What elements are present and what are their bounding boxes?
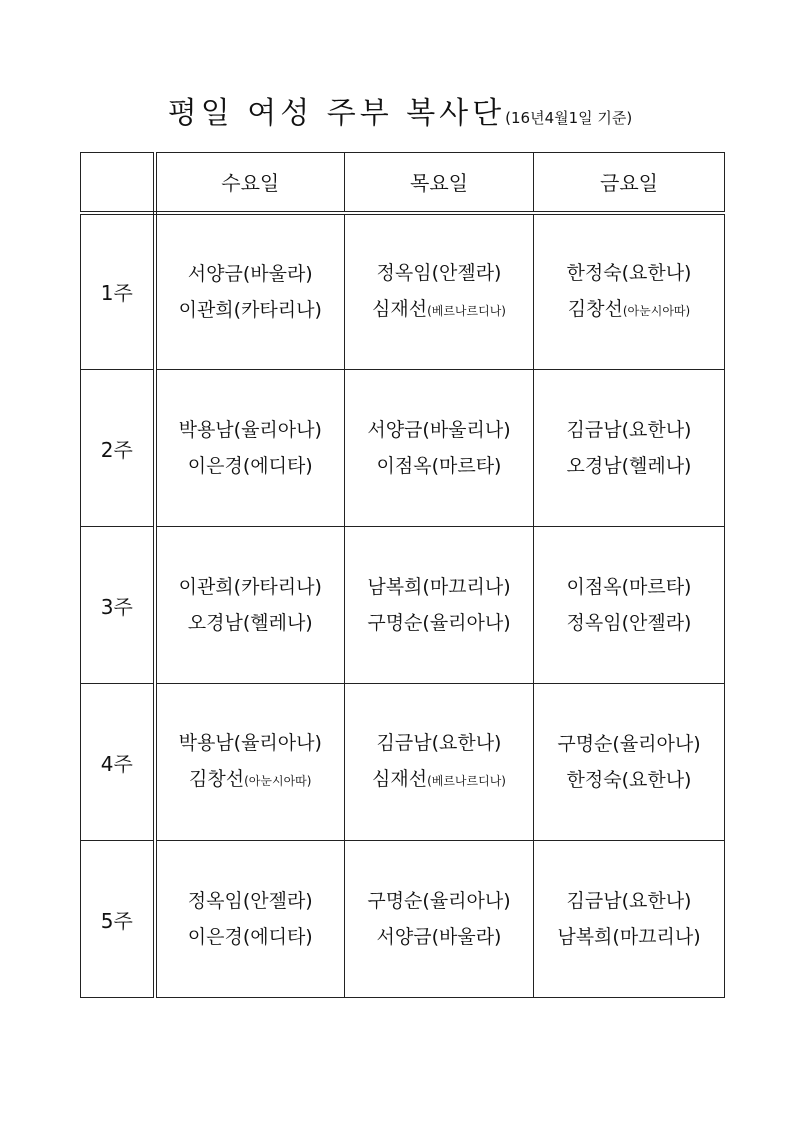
- roster-cell-friday: [534, 370, 725, 527]
- server-entry: [345, 569, 533, 605]
- baptismal-name: (헬레나): [621, 455, 692, 477]
- server-list: [534, 569, 724, 641]
- roster-cell-thursday: [345, 213, 534, 370]
- baptismal-name: (율리아나): [233, 419, 322, 441]
- roster-cell-thursday: [345, 527, 534, 684]
- day-header-thursday: 목요일: [345, 153, 534, 213]
- server-entry: [157, 412, 345, 448]
- roster-cell-friday: [534, 841, 725, 998]
- week-label: 3주: [81, 527, 155, 684]
- server-list: [157, 883, 345, 955]
- baptismal-name: (카타리나): [233, 576, 322, 598]
- server-entry: [345, 725, 533, 761]
- server-entry: [534, 291, 724, 329]
- server-entry: [345, 919, 533, 955]
- week-label: 4주: [81, 684, 155, 841]
- title-date-note: (16년4월1일 기준): [505, 109, 633, 127]
- server-entry: [157, 292, 345, 328]
- week-row: [81, 841, 725, 998]
- server-entry: [345, 605, 533, 641]
- server-entry: [534, 569, 724, 605]
- server-entry: [534, 762, 724, 798]
- day-header-friday: 금요일: [534, 153, 725, 213]
- roster-table: [80, 152, 725, 998]
- server-list: [345, 255, 533, 329]
- baptismal-name: (에디타): [242, 455, 313, 477]
- header-row: [81, 153, 725, 213]
- roster-cell-thursday: [345, 841, 534, 998]
- week-row: [81, 684, 725, 841]
- baptismal-name: (율리아나): [422, 612, 511, 634]
- baptismal-name: (헬레나): [242, 612, 313, 634]
- week-row: [81, 370, 725, 527]
- server-name: 김금남: [566, 419, 622, 441]
- server-entry: [157, 919, 345, 955]
- baptismal-name: (바울라): [431, 926, 502, 948]
- baptismal-name: (율리아나): [422, 890, 511, 912]
- server-name: 심재선: [372, 768, 428, 790]
- server-name: 남복희: [367, 576, 423, 598]
- server-name: 정옥임: [566, 612, 622, 634]
- roster-body: [81, 213, 725, 998]
- server-entry: [534, 919, 724, 955]
- baptismal-name: (카타리나): [233, 298, 322, 321]
- baptismal-name: (에디타): [242, 926, 313, 948]
- server-name: 남복희: [557, 926, 613, 948]
- server-entry: [157, 448, 345, 484]
- server-name: 한정숙: [566, 769, 622, 791]
- baptismal-name: (요한나): [621, 419, 692, 441]
- week-row: [81, 213, 725, 370]
- server-entry: [157, 605, 345, 641]
- server-name: 이은경: [187, 926, 243, 948]
- server-name: 이점옥: [376, 455, 432, 477]
- server-name: 박용남: [178, 419, 234, 441]
- baptismal-name: (마끄리나): [612, 926, 701, 948]
- week-row: [81, 527, 725, 684]
- server-entry: [157, 256, 345, 292]
- server-name: 구명순: [557, 733, 613, 755]
- baptismal-name: (요한나): [431, 732, 502, 754]
- server-name: 김금남: [376, 732, 432, 754]
- day-header-wednesday: 수요일: [155, 153, 345, 213]
- server-name: 이관희: [178, 298, 234, 321]
- baptismal-name: (안젤라): [242, 890, 313, 912]
- server-name: 오경남: [187, 612, 243, 634]
- roster-cell-friday: [534, 527, 725, 684]
- roster-cell-wednesday: [155, 370, 345, 527]
- server-name: 서양금: [187, 262, 243, 285]
- server-entry: [345, 761, 533, 799]
- document-title: [0, 88, 800, 132]
- server-list: [345, 412, 533, 484]
- server-entry: [345, 291, 533, 329]
- server-entry: [345, 448, 533, 484]
- week-label: 5주: [81, 841, 155, 998]
- server-name: 이은경: [187, 455, 243, 477]
- roster-cell-wednesday: [155, 684, 345, 841]
- server-list: [345, 725, 533, 799]
- baptismal-name: (아눈시아따): [244, 774, 312, 788]
- server-name: 심재선: [372, 297, 428, 320]
- baptismal-name: (바울라): [242, 262, 313, 285]
- server-name: 김금남: [566, 890, 622, 912]
- roster-cell-wednesday: [155, 527, 345, 684]
- baptismal-name: (마르타): [621, 576, 692, 598]
- baptismal-name: (율리아나): [612, 733, 701, 755]
- roster-cell-thursday: [345, 684, 534, 841]
- baptismal-name: (마끄리나): [422, 576, 511, 598]
- server-entry: [345, 412, 533, 448]
- server-list: [534, 412, 724, 484]
- server-entry: [345, 883, 533, 919]
- week-label: 2주: [81, 370, 155, 527]
- server-entry: [534, 255, 724, 291]
- baptismal-name: (안젤라): [431, 261, 502, 284]
- server-name: 이점옥: [566, 576, 622, 598]
- server-entry: [157, 883, 345, 919]
- server-list: [534, 255, 724, 329]
- week-label: 1주: [81, 213, 155, 370]
- baptismal-name: (안젤라): [621, 612, 692, 634]
- server-name: 서양금: [367, 419, 423, 441]
- roster-cell-thursday: [345, 370, 534, 527]
- server-name: 김창선: [189, 768, 245, 790]
- server-list: [534, 883, 724, 955]
- corner-cell: [81, 153, 155, 213]
- roster-cell-wednesday: [155, 841, 345, 998]
- server-list: [157, 725, 345, 799]
- baptismal-name: (요한나): [621, 769, 692, 791]
- server-entry: [534, 726, 724, 762]
- server-entry: [157, 569, 345, 605]
- server-name: 구명순: [367, 890, 423, 912]
- server-list: [534, 726, 724, 798]
- server-name: 이관희: [178, 576, 234, 598]
- baptismal-name: (마르타): [431, 455, 502, 477]
- server-entry: [345, 255, 533, 291]
- server-name: 김창선: [567, 297, 623, 320]
- server-list: [157, 412, 345, 484]
- server-list: [157, 256, 345, 328]
- server-entry: [157, 725, 345, 761]
- server-entry: [157, 761, 345, 799]
- server-list: [157, 569, 345, 641]
- baptismal-name: (요한나): [621, 261, 692, 284]
- roster-cell-friday: [534, 684, 725, 841]
- server-list: [345, 569, 533, 641]
- server-name: 서양금: [376, 926, 432, 948]
- server-entry: [534, 883, 724, 919]
- baptismal-name: (요한나): [621, 890, 692, 912]
- roster-cell-friday: [534, 213, 725, 370]
- server-entry: [534, 412, 724, 448]
- server-list: [345, 883, 533, 955]
- baptismal-name: (율리아나): [233, 732, 322, 754]
- server-name: 오경남: [566, 455, 622, 477]
- roster-cell-wednesday: [155, 213, 345, 370]
- baptismal-name: (베르나르디나): [427, 774, 506, 788]
- server-name: 구명순: [367, 612, 423, 634]
- baptismal-name: (바울리나): [422, 419, 511, 441]
- baptismal-name: (아눈시아따): [622, 303, 691, 318]
- server-entry: [534, 448, 724, 484]
- server-entry: [534, 605, 724, 641]
- baptismal-name: (베르나르디나): [427, 303, 506, 318]
- server-name: 한정숙: [566, 261, 622, 284]
- server-name: 정옥임: [187, 890, 243, 912]
- server-name: 정옥임: [376, 261, 432, 284]
- server-name: 박용남: [178, 732, 234, 754]
- title-main: 평일 여성 주부 복사단: [167, 96, 506, 131]
